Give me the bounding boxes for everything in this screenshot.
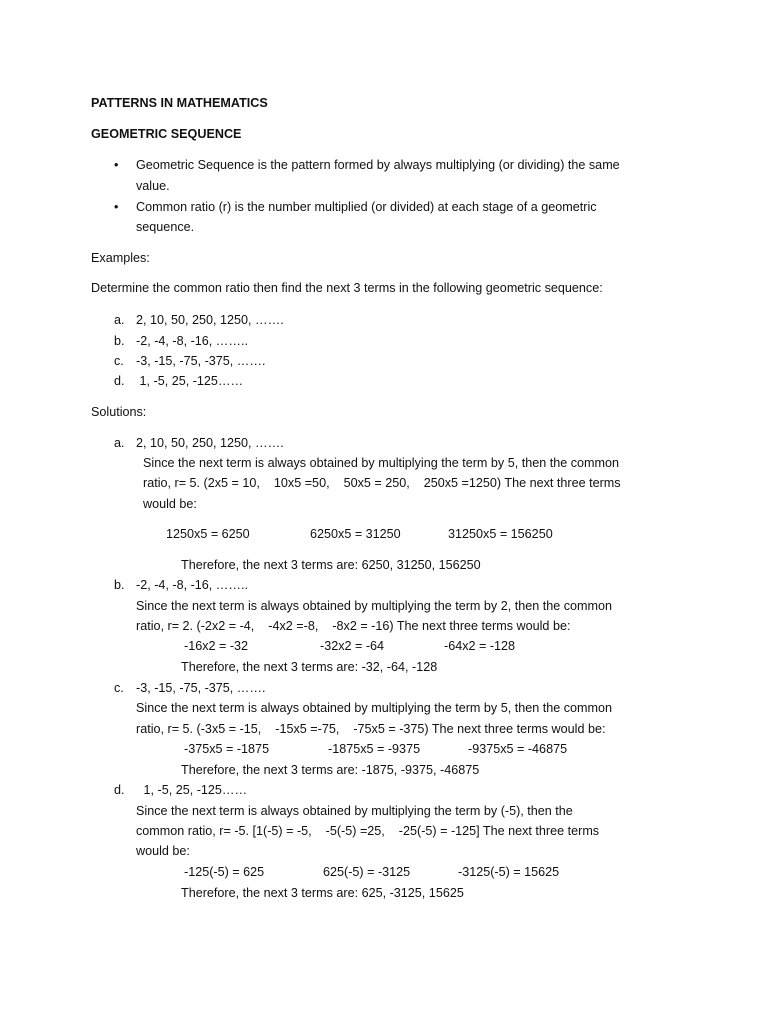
- solution-term: 6250x5 = 31250: [310, 527, 401, 541]
- bullet-text-line: Common ratio (r) is the number multiplied (or divided) at each stage of a geometric: [136, 200, 597, 214]
- solution-explanation-line: Since the next term is always obtained by multiplying the term by 5, then the common: [136, 701, 612, 715]
- solution-explanation-line: ratio, r= 2. (-2x2 = -4, -4x2 =-8, -8x2 = -16) The next three terms would be:: [136, 619, 571, 633]
- solution-term: -3125(-5) = 15625: [458, 865, 560, 879]
- example-sequence: -2, -4, -8, -16, ……..: [136, 334, 248, 348]
- solution-term: -1875x5 = -9375: [328, 742, 421, 756]
- examples-label: Examples:: [91, 251, 150, 265]
- list-letter: d.: [114, 374, 125, 388]
- list-letter: c.: [114, 681, 124, 695]
- list-letter: c.: [114, 354, 124, 368]
- solution-sequence: 2, 10, 50, 250, 1250, …….: [136, 436, 284, 450]
- list-letter: a.: [114, 313, 125, 327]
- document-title: PATTERNS IN MATHEMATICS: [91, 96, 268, 110]
- section-title: GEOMETRIC SEQUENCE: [91, 127, 242, 141]
- bullet-marker: •: [114, 158, 119, 172]
- solution-term: 1250x5 = 6250: [166, 527, 250, 541]
- solution-term: -375x5 = -1875: [184, 742, 270, 756]
- list-letter: d.: [114, 783, 125, 797]
- solution-explanation-line: would be:: [143, 497, 197, 511]
- solution-term: 625(-5) = -3125: [323, 865, 411, 879]
- bullet-text-line: value.: [136, 179, 170, 193]
- list-letter: b.: [114, 578, 125, 592]
- solution-conclusion: Therefore, the next 3 terms are: -32, -64, -128: [181, 660, 438, 674]
- solution-explanation-line: ratio, r= 5. (2x5 = 10, 10x5 =50, 50x5 = 250, 250x5 =1250) The next three terms: [143, 476, 621, 490]
- bullet-marker: •: [114, 200, 119, 214]
- solution-explanation-line: Since the next term is always obtained by multiplying the term by 5, then the common: [143, 456, 619, 470]
- list-letter: a.: [114, 436, 125, 450]
- instruction-text: Determine the common ratio then find the next 3 terms in the following geometric sequence:: [91, 281, 603, 295]
- solution-conclusion: Therefore, the next 3 terms are: -1875, -9375, -46875: [181, 763, 480, 777]
- solution-term: 31250x5 = 156250: [448, 527, 553, 541]
- solution-term: -16x2 = -32: [184, 639, 249, 653]
- solution-conclusion: Therefore, the next 3 terms are: 6250, 31250, 156250: [181, 558, 481, 572]
- solution-explanation-line: ratio, r= 5. (-3x5 = -15, -15x5 =-75, -75x5 = -375) The next three terms would be:: [136, 722, 606, 736]
- bullet-text-line: sequence.: [136, 220, 195, 234]
- solution-term: -64x2 = -128: [444, 639, 516, 653]
- solution-explanation-line: common ratio, r= -5. [1(-5) = -5, -5(-5) =25, -25(-5) = -125] The next three terms: [136, 824, 600, 838]
- solution-term: -9375x5 = -46875: [468, 742, 568, 756]
- example-sequence: 1, -5, 25, -125……: [136, 374, 244, 388]
- solution-sequence: -2, -4, -8, -16, ……..: [136, 578, 248, 592]
- solution-explanation-line: Since the next term is always obtained by multiplying the term by (-5), then the: [136, 804, 573, 818]
- solution-term: -125(-5) = 625: [184, 865, 265, 879]
- example-sequence: -3, -15, -75, -375, …….: [136, 354, 266, 368]
- solution-explanation-line: would be:: [136, 844, 190, 858]
- bullet-text-line: Geometric Sequence is the pattern formed by always multiplying (or dividing) the same: [136, 158, 620, 172]
- solution-sequence: -3, -15, -75, -375, …….: [136, 681, 266, 695]
- list-letter: b.: [114, 334, 125, 348]
- solution-term: -32x2 = -64: [320, 639, 385, 653]
- example-sequence: 2, 10, 50, 250, 1250, …….: [136, 313, 284, 327]
- solution-conclusion: Therefore, the next 3 terms are: 625, -3125, 15625: [181, 886, 464, 900]
- solution-explanation-line: Since the next term is always obtained by multiplying the term by 2, then the common: [136, 599, 612, 613]
- solution-sequence: 1, -5, 25, -125……: [140, 783, 248, 797]
- solutions-label: Solutions:: [91, 405, 147, 419]
